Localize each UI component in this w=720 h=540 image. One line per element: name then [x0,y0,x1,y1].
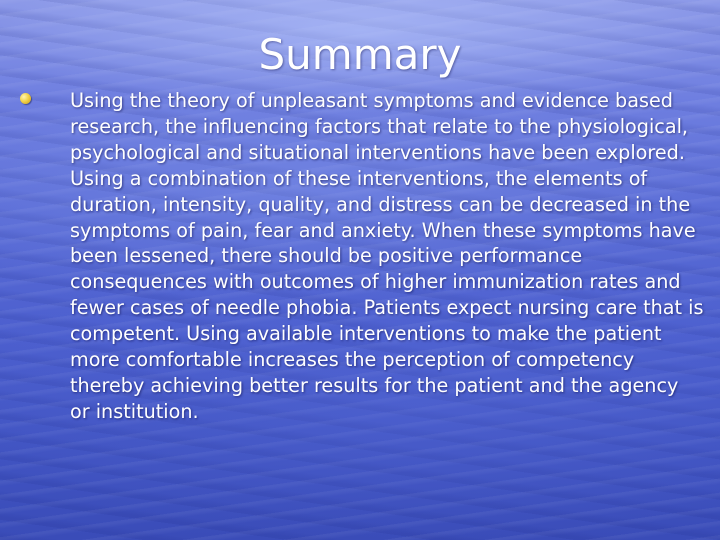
bullet-dot-icon [20,93,31,104]
slide-title: Summary [258,30,462,79]
bullet-list [14,88,704,425]
bullet-item [14,88,704,425]
bullet-text: Using the theory of unpleasant symptoms and evidence based research, the influencing factors that relate to the physiological, psychological and situational interventions have been explored. Using a combination of these interventions, the elements of duration, intensity, quality, and distress can be decreased in the symptoms of pain, fear and anxiety. When these symptoms have been lessened, there should be positive performance consequences with outcomes of higher immunization rates and fewer cases of needle phobia. Patients expect nursing care that is competent. Using available interventions to make the patient more comfortable increases the perception of competency thereby achieving better results for the patient and the agency or institution. [70,89,704,423]
